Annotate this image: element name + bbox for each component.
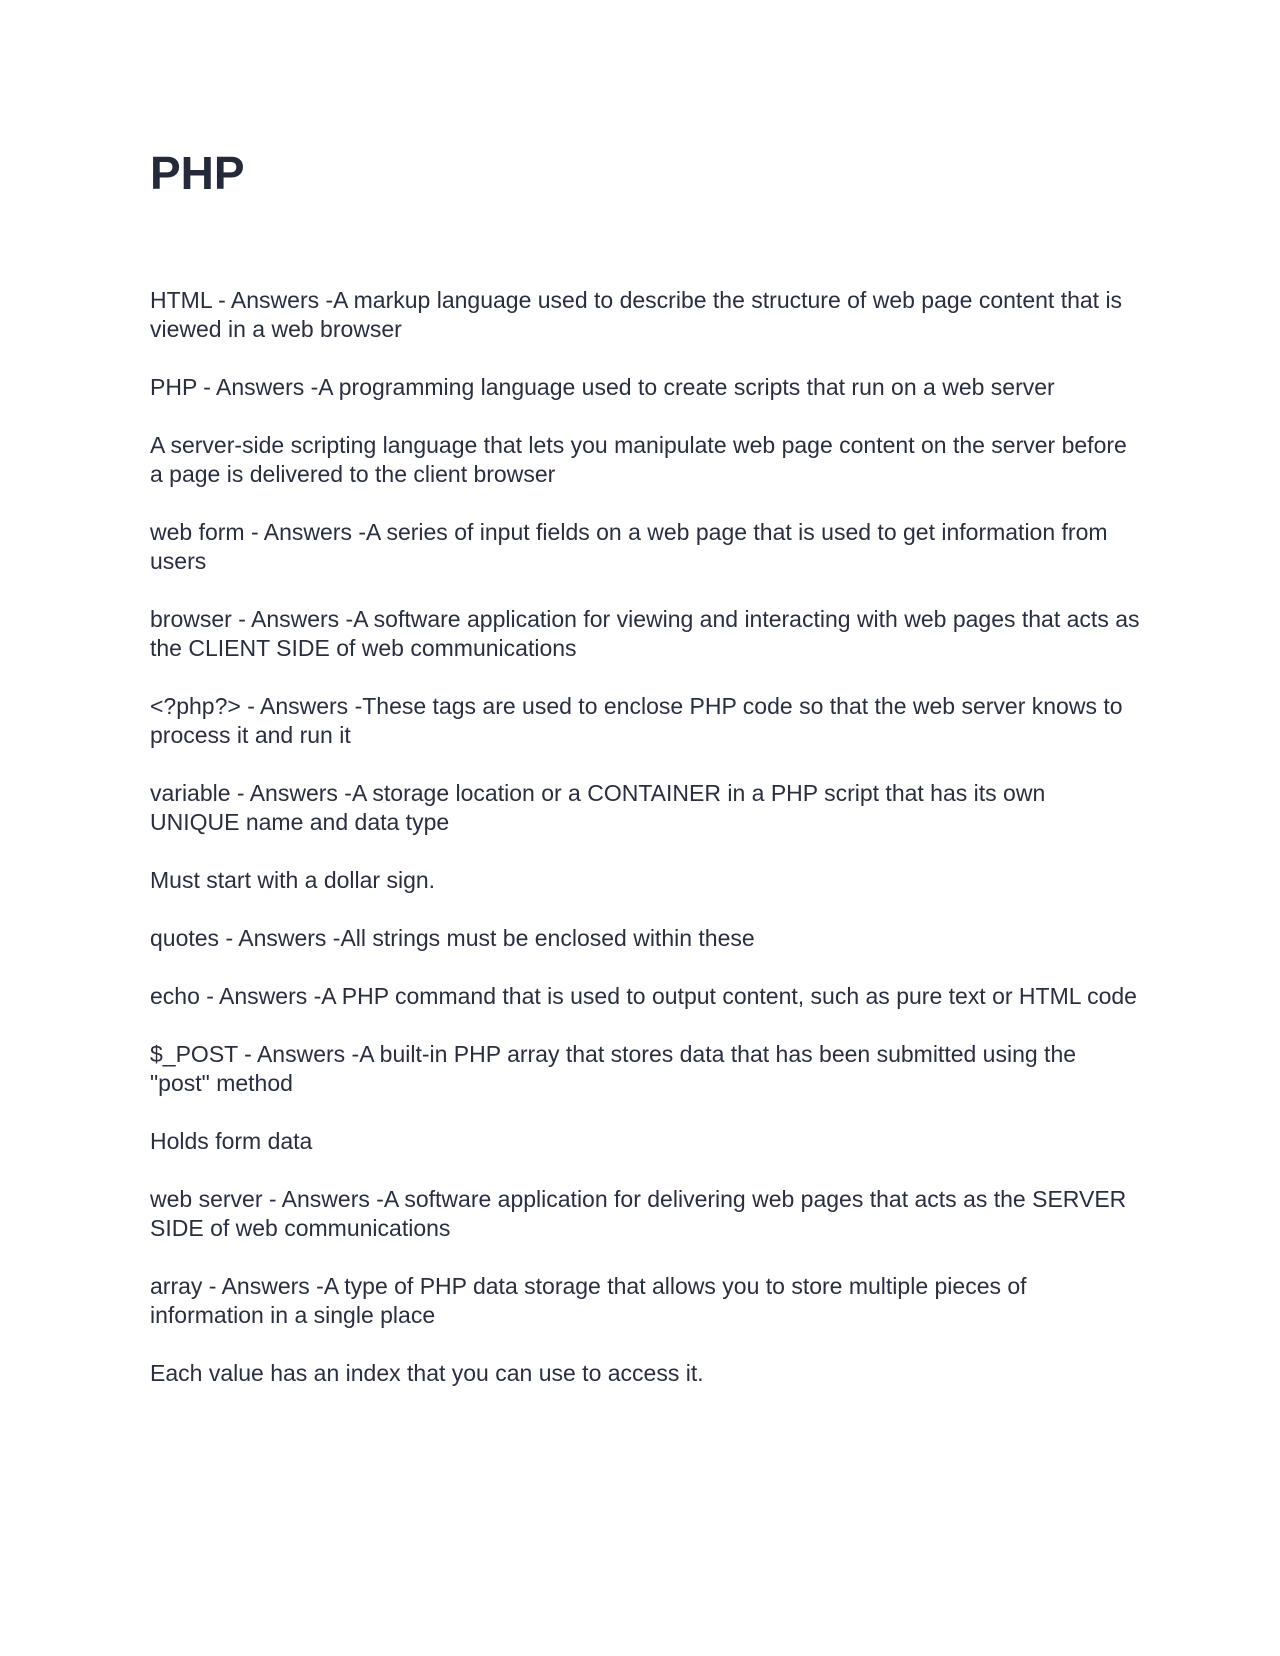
paragraph: $_POST - Answers -A built-in PHP array that stores data that has been submitted using the "post" method: [150, 1041, 1077, 1096]
paragraph: Holds form data: [150, 1128, 313, 1154]
paragraph: Must start with a dollar sign.: [150, 867, 436, 893]
document-body: [150, 286, 1140, 1388]
paragraph: browser - Answers -A software application for viewing and interacting with web pages that acts as the CLIENT SIDE of web communications: [150, 606, 1140, 661]
paragraph: PHP - Answers -A programming language used to create scripts that run on a web server: [150, 374, 1055, 400]
paragraph: A server-side scripting language that lets you manipulate web page content on the server before a page is delivered to the client browser: [150, 432, 1127, 487]
paragraph: array - Answers -A type of PHP data storage that allows you to store multiple pieces of information in a single place: [150, 1273, 1027, 1328]
paragraph: quotes - Answers -All strings must be enclosed within these: [150, 925, 755, 951]
paragraph: variable - Answers -A storage location or a CONTAINER in a PHP script that has its own UNIQUE name and data type: [150, 780, 1046, 835]
paragraph: web form - Answers -A series of input fields on a web page that is used to get information from users: [150, 519, 1108, 574]
document-page: [150, 147, 1140, 1417]
paragraph: HTML - Answers -A markup language used to describe the structure of web page content that is viewed in a web browser: [150, 287, 1123, 342]
paragraph: echo - Answers -A PHP command that is used to output content, such as pure text or HTML code: [150, 983, 1137, 1009]
page-title: PHP: [150, 147, 245, 199]
paragraph: web server - Answers -A software application for delivering web pages that acts as the SERVER SIDE of web communications: [150, 1186, 1127, 1241]
paragraph: <?php?> - Answers -These tags are used to enclose PHP code so that the web server knows to process it and run it: [150, 693, 1123, 748]
paragraph: Each value has an index that you can use to access it.: [150, 1360, 704, 1386]
